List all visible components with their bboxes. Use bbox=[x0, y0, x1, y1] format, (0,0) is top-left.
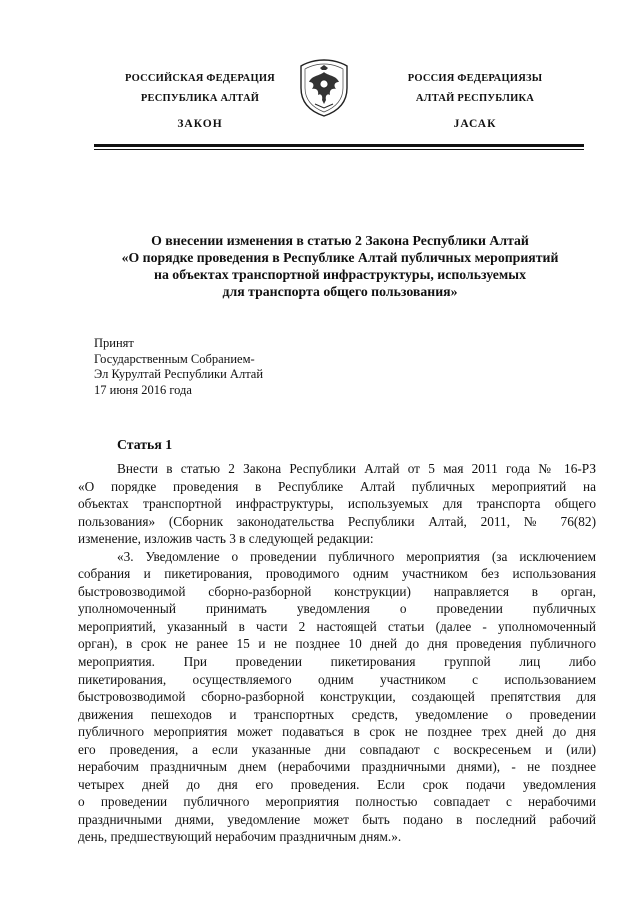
article-line: о проведении публичного мероприятия полностью совпадает с нерабочими bbox=[78, 794, 596, 810]
article-heading: Статья 1 bbox=[117, 437, 173, 452]
law-title-line: О внесении изменения в статью 2 Закона Республики Алтай bbox=[151, 233, 529, 248]
adoption-date: 17 июня 2016 года bbox=[94, 382, 192, 397]
article-line: его проведения, а если указанные дни совпадают с воскресеньем и (или) bbox=[78, 741, 596, 757]
article-line: «О порядке проведения в Республике Алтай публичных мероприятий на bbox=[78, 478, 596, 494]
article-line: нерабочим праздничным днем (нерабочими праздничными днями), - не позднее bbox=[78, 759, 596, 775]
article-line: четырех дней до дня его проведения. Если срок подачи уведомления bbox=[78, 776, 596, 792]
article-line: изменение, изложив часть 3 в следующей редакции: bbox=[78, 531, 374, 547]
adoption-info bbox=[94, 336, 263, 398]
article-line: движения пешеходов и транспортных средств, уведомление о проведении bbox=[78, 706, 596, 722]
article-line: праздничными днями, уведомление может быть подано в последний рабочий bbox=[78, 811, 596, 827]
header-left-country: РОССИЙСКАЯ ФЕДЕРАЦИЯ bbox=[125, 73, 275, 84]
header-right-law-label: JАСАК bbox=[453, 118, 497, 130]
article-line: уполномоченный принимать уведомления о проведении публичных bbox=[78, 601, 596, 617]
header-right-republic: АЛТАЙ РЕСПУБЛИКА bbox=[415, 93, 535, 104]
header-left-law-label: ЗАКОН bbox=[177, 118, 223, 130]
adoption-line: Государственным Собранием- bbox=[94, 351, 255, 366]
article-line: быстровозводимой сборно-разборной конструкции) направляется в орган, bbox=[78, 583, 596, 599]
article-line: собрания и пикетирования, проводимого одним участником без использования bbox=[78, 566, 596, 582]
article-line: пикетирования, осуществляемого одним участником с использованием bbox=[78, 671, 596, 687]
article-line: объектах транспортной инфраструктуры, используемых для транспорта общего bbox=[78, 496, 596, 512]
header-left-republic: РЕСПУБЛИКА АЛТАЙ bbox=[140, 93, 260, 104]
article-line: публичного мероприятия может подаваться в срок не позднее трех дней до дня bbox=[78, 724, 596, 740]
article-line: день, предшествующий нерабочим праздничным дням.». bbox=[78, 829, 402, 845]
article-line: быстровозводимой сборно-разборной конструкции, создающей препятствия для bbox=[78, 689, 596, 705]
article-line: мероприятия. При проведении пикетирования группой лиц либо bbox=[78, 654, 596, 670]
article-line: мероприятий, указанный в части 2 настоящей статьи (далее - уполномоченный bbox=[78, 618, 596, 634]
article-line: «3. Уведомление о проведении публичного мероприятия (за исключением bbox=[117, 548, 596, 564]
article-line: Внести в статью 2 Закона Республики Алтай от 5 мая 2011 года № 16-РЗ bbox=[117, 461, 596, 476]
header-divider-thick bbox=[94, 144, 584, 147]
header-right-country: РОССИЯ ФЕДЕРАЦИЯЗЫ bbox=[407, 73, 543, 84]
law-title-line: для транспорта общего пользования» bbox=[222, 284, 458, 299]
article-line: орган), в срок не ранее 15 и не позднее 10 дней до дня проведения публичного bbox=[78, 636, 596, 652]
adoption-line: Эл Курултай Республики Алтай bbox=[94, 367, 264, 381]
law-title-line: на объектах транспортной инфраструктуры, используемых bbox=[154, 267, 526, 282]
law-title bbox=[60, 232, 620, 300]
article-body bbox=[78, 460, 596, 846]
coat-of-arms-emblem-icon bbox=[298, 58, 350, 118]
header-divider-thin bbox=[94, 149, 584, 150]
adoption-line: Принят bbox=[94, 336, 134, 350]
law-title-line: «О порядке проведения в Республике Алтай публичных мероприятий bbox=[121, 250, 559, 265]
article-line: пользования» (Сборник законодательства Республики Алтай, 2011, № 76(82) bbox=[78, 513, 596, 529]
